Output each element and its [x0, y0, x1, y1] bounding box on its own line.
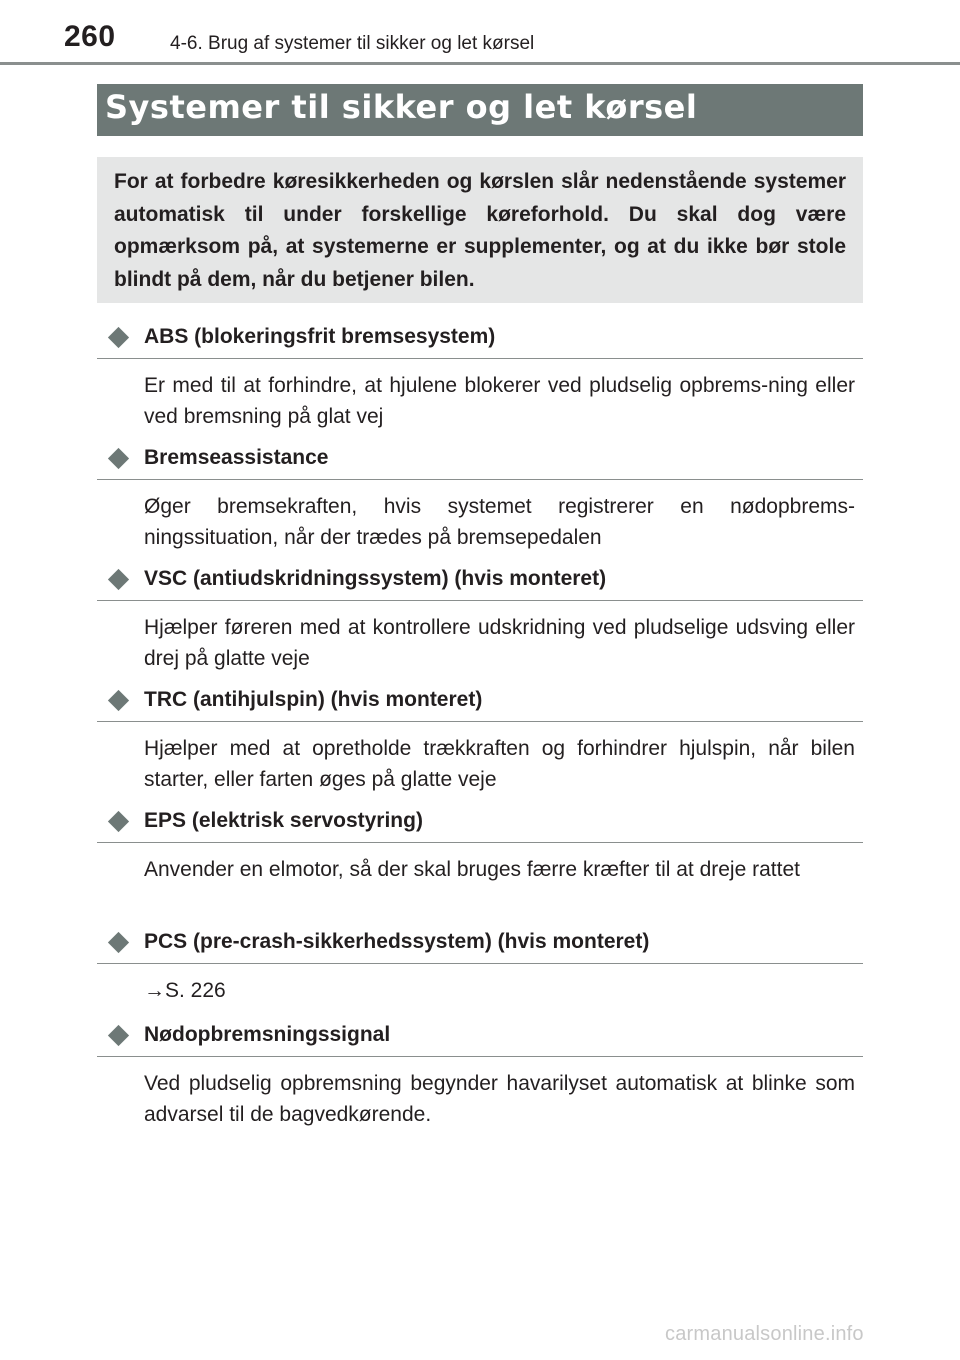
- diamond-bullet-icon: [108, 327, 129, 348]
- feature-heading: [97, 441, 863, 480]
- feature-heading: [97, 1018, 863, 1057]
- feature-item: [97, 804, 863, 925]
- feature-title: PCS (pre-crash-sikkerhedssystem) (hvis monteret): [144, 930, 650, 953]
- diamond-bullet-icon: [108, 811, 129, 832]
- intro-text: For at forbedre køresikkerheden og kørslen slår nedenstående systemer automatisk til under forskellige køreforhold. Du skal dog være opmærksom på, at systemerne er supplementer, og at du ikke bør stole blindt på dem, når du betjener bilen.: [114, 170, 846, 291]
- diamond-bullet-icon: [108, 690, 129, 711]
- feature-title: EPS (elektrisk servostyring): [144, 809, 423, 832]
- page-number: 260: [64, 20, 116, 53]
- feature-description: Anvender en elmotor, så der skal bruges færre kræfter til at dreje rattet: [144, 858, 800, 881]
- section-title: Systemer til sikker og let kørsel: [105, 88, 698, 126]
- feature-title: Nødopbremsningssignal: [144, 1023, 391, 1046]
- feature-description: Er med til at forhindre, at hjulene blokerer ved pludselig opbrems-ning eller ved bremsning på glat vej: [144, 374, 855, 428]
- feature-heading: [97, 683, 863, 722]
- feature-heading: [97, 320, 863, 359]
- feature-item: [97, 441, 863, 562]
- feature-description: Hjælper med at opretholde trækkraften og forhindrer hjulspin, når bilen starter, eller farten øges på glatte veje: [144, 737, 855, 791]
- feature-heading: [97, 562, 863, 601]
- breadcrumb: 4-6. Brug af systemer til sikker og let kørsel: [170, 33, 535, 54]
- feature-item: [97, 683, 863, 804]
- feature-heading: [97, 925, 863, 964]
- feature-title: VSC (antiudskridningssystem) (hvis monteret): [144, 567, 607, 590]
- page-header: [0, 0, 960, 68]
- section-title-bar: [97, 84, 863, 136]
- diamond-bullet-icon: [108, 1025, 129, 1046]
- feature-list: [97, 320, 863, 1139]
- feature-item: [97, 925, 863, 1018]
- feature-description: Hjælper føreren med at kontrollere udskridning ved pludselige udsving eller drej på glatte veje: [144, 616, 855, 670]
- feature-title: TRC (antihjulspin) (hvis monteret): [144, 688, 483, 711]
- header-divider: [0, 62, 960, 65]
- intro-box: [97, 157, 863, 303]
- feature-item: [97, 320, 863, 441]
- feature-item: [97, 1018, 863, 1139]
- feature-heading: [97, 804, 863, 843]
- feature-description: Ved pludselig opbremsning begynder havarilyset automatisk at blinke som advarsel til de bagvedkørende.: [144, 1072, 855, 1126]
- diamond-bullet-icon: [108, 448, 129, 469]
- watermark-text: carmanualsonline.info: [665, 1323, 864, 1345]
- diamond-bullet-icon: [108, 569, 129, 590]
- feature-title: ABS (blokeringsfrit bremsesystem): [144, 325, 496, 348]
- feature-description: Øger bremsekraften, hvis systemet registrerer en nødopbrems-ningssituation, når der trædes på bremsepedalen: [144, 495, 855, 549]
- feature-item: [97, 562, 863, 683]
- page-reference-link[interactable]: →S. 226: [144, 979, 226, 1002]
- feature-title: Bremseassistance: [144, 446, 329, 469]
- diamond-bullet-icon: [108, 932, 129, 953]
